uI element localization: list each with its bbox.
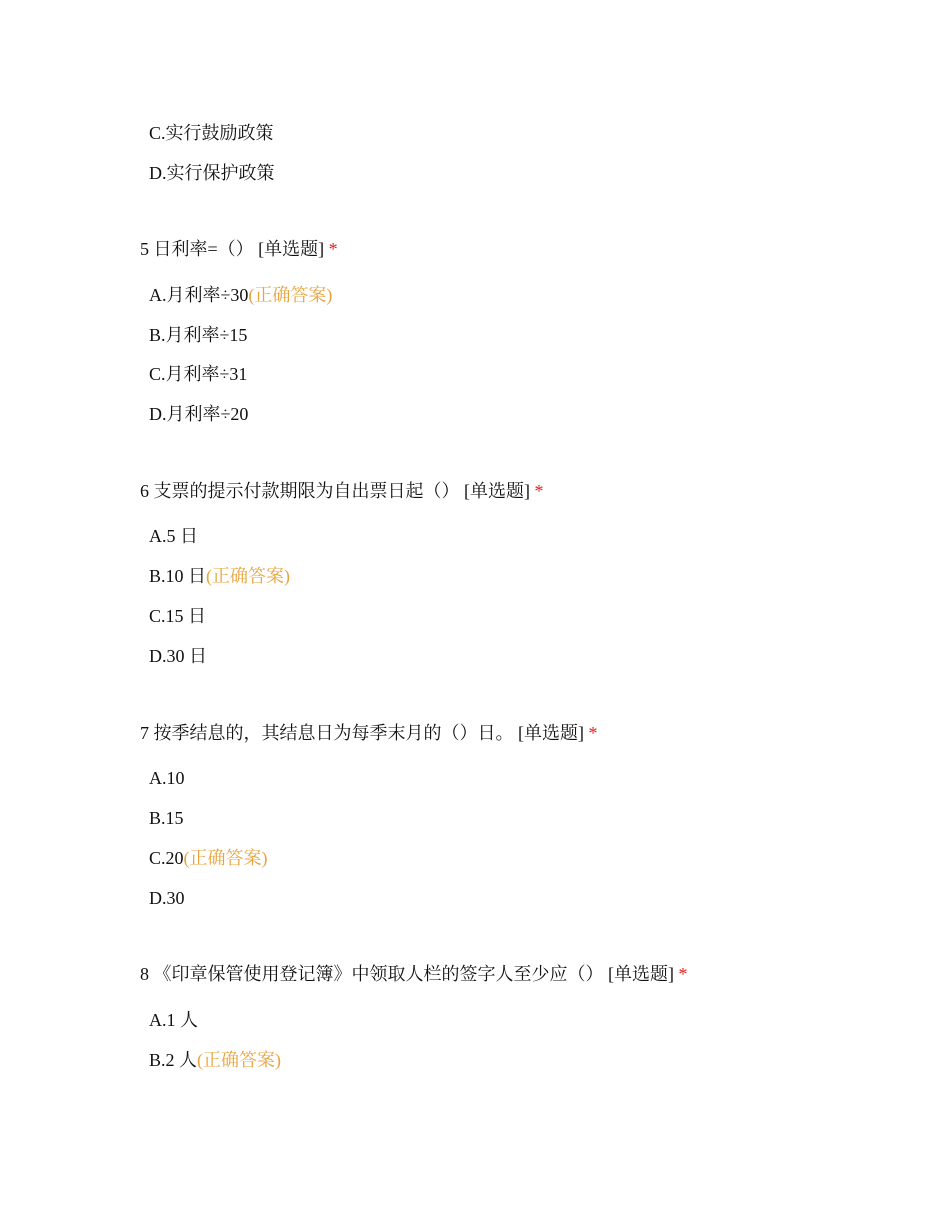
option-label: B.15 xyxy=(149,808,184,828)
question-number: 5 xyxy=(140,239,149,259)
option-label: D.实行保护政策 xyxy=(149,163,275,183)
option-item xyxy=(149,806,184,830)
question-title xyxy=(140,479,544,503)
question-type: [单选题] xyxy=(608,964,674,984)
option-item xyxy=(149,846,268,870)
option-item xyxy=(149,362,247,386)
option-item xyxy=(149,1048,281,1072)
option-item xyxy=(149,644,207,668)
question-title xyxy=(140,237,338,261)
option-item xyxy=(149,564,290,588)
correct-answer-mark: (正确答案) xyxy=(248,285,333,305)
question-text: 支票的提示付款期限为自出票日起（） xyxy=(153,481,460,501)
correct-answer-mark: (正确答案) xyxy=(197,1050,282,1070)
required-mark: * xyxy=(588,723,598,743)
option-label: C.15 日 xyxy=(149,606,207,626)
option-item xyxy=(149,604,206,628)
required-mark: * xyxy=(328,239,338,259)
option-item xyxy=(149,283,332,307)
question-title xyxy=(140,721,598,745)
correct-answer-mark: (正确答案) xyxy=(206,566,291,586)
question-type: [单选题] xyxy=(464,481,530,501)
option-label: B.月利率÷15 xyxy=(149,325,248,345)
option-item xyxy=(149,161,275,185)
question-number: 8 xyxy=(140,964,149,984)
question-number: 7 xyxy=(140,723,149,743)
option-label: B.10 日 xyxy=(149,566,207,586)
option-label: D.月利率÷20 xyxy=(149,404,249,424)
option-item xyxy=(149,886,185,910)
required-mark: * xyxy=(678,964,688,984)
option-label: D.30 日 xyxy=(149,646,207,666)
question-text: 按季结息的，其结息日为每季末月的（）日。 xyxy=(153,723,514,743)
question-text: 《印章保管使用登记簿》中领取人栏的签字人至少应（） xyxy=(153,964,604,984)
question-type: [单选题] xyxy=(258,239,325,259)
question-type: [单选题] xyxy=(518,723,584,743)
option-label: A.5 日 xyxy=(149,526,198,546)
option-label: A.10 xyxy=(149,768,185,788)
option-label: D.30 xyxy=(149,888,185,908)
question-text: 日利率=（） xyxy=(153,239,254,259)
option-label: A.月利率÷30 xyxy=(149,285,249,305)
question-title xyxy=(140,962,688,986)
option-label: C.实行鼓励政策 xyxy=(149,123,274,143)
required-mark: * xyxy=(534,481,544,501)
option-item xyxy=(149,323,247,347)
correct-answer-mark: (正确答案) xyxy=(183,848,268,868)
option-label: A.1 人 xyxy=(149,1010,198,1030)
option-item xyxy=(149,1008,198,1032)
option-item xyxy=(149,402,248,426)
option-item xyxy=(149,524,198,548)
option-item xyxy=(149,121,274,145)
option-item xyxy=(149,766,185,790)
option-label: B.2 人 xyxy=(149,1050,198,1070)
option-label: C.20 xyxy=(149,848,184,868)
option-label: C.月利率÷31 xyxy=(149,364,248,384)
question-number: 6 xyxy=(140,481,149,501)
